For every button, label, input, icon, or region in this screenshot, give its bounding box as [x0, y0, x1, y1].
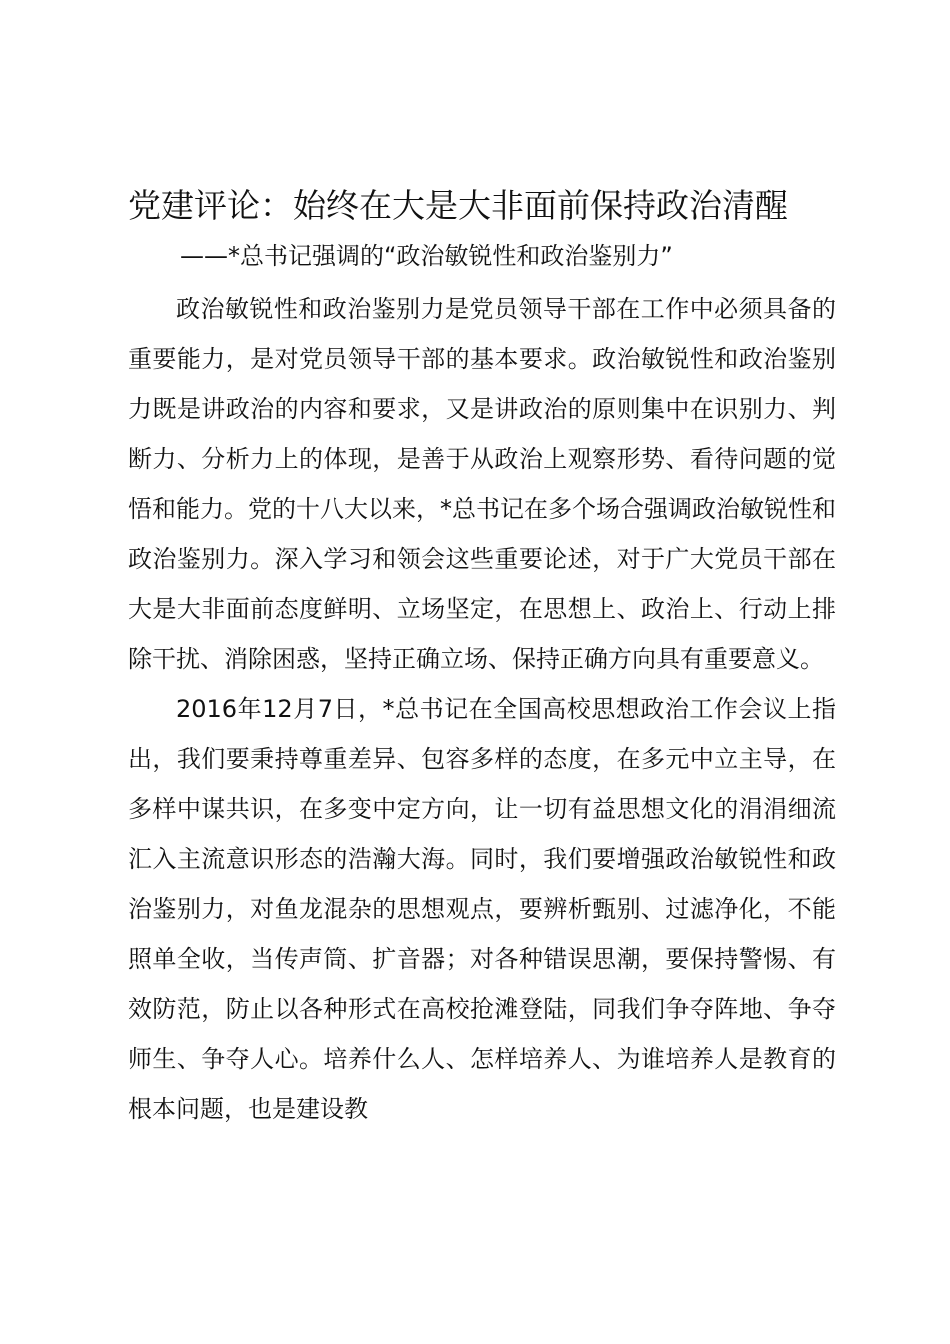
- document-subtitle: ——*总书记强调的“政治敏锐性和政治鉴别力”: [180, 242, 673, 270]
- paragraph-2: 2016年12月7日，*总书记在全国高校思想政治工作会议上指出，我们要秉持尊重差异、包容多样的态度，在多元中立主导，在多样中谋共识，在多变中定方向，让一切有益思想文化的涓涓细流汇入主流意识形态的浩瀚大海。同时，我们要增强政治敏锐性和政治鉴别力，对鱼龙混杂的思想观点，要辨析甄别、过滤净化，不能照单全收，当传声筒、扩音器；对各种错误思潮，要保持警惕、有效防范，防止以各种形式在高校抢滩登陆，同我们争夺阵地、争夺师生、争夺人心。培养什么人、怎样培养人、为谁培养人是教育的根本问题，也是建设教: [128, 695, 836, 1123]
- document-title: 党建评论：始终在大是大非面前保持政治清醒: [128, 186, 788, 225]
- paragraph-1: 政治敏锐性和政治鉴别力是党员领导干部在工作中必须具备的重要能力，是对党员领导干部的基本要求。政治敏锐性和政治鉴别力既是讲政治的内容和要求，又是讲政治的原则集中在识别力、判断力、分析力上的体现，是善于从政治上观察形势、看待问题的觉悟和能力。党的十八大以来，*总书记在多个场合强调政治敏锐性和政治鉴别力。深入学习和领会这些重要论述，对于广大党员干部在大是大非面前态度鲜明、立场坚定，在思想上、政治上、行动上排除干扰、消除困惑，坚持正确立场、保持正确方向具有重要意义。: [128, 295, 836, 673]
- document-page: [128, 178, 836, 1134]
